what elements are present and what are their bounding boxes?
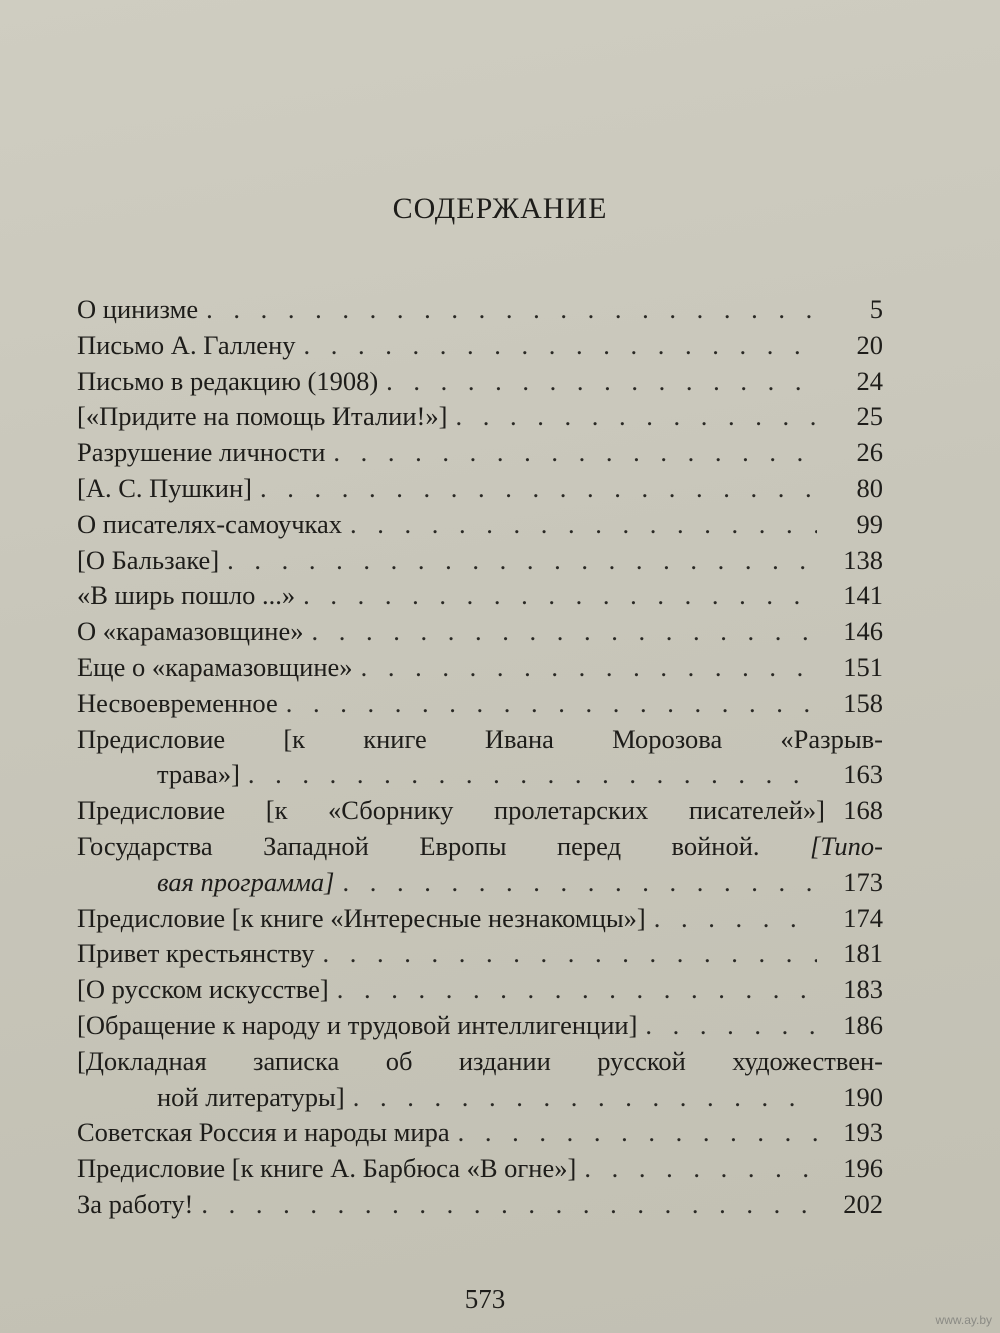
entry-page: 146 [843,616,883,647]
leader-dots [201,1187,817,1223]
entry-page: 24 [856,365,883,396]
entry-page: 168 [843,795,883,826]
entry-page: 99 [856,508,883,539]
entry-title: Советская Россия и народы мира [77,1117,450,1148]
entry-title: Разрушение личности [77,437,326,468]
toc-entry [77,972,883,1008]
entry-title-line1: Предисловие [к книге Ивана Морозова «Разрыв- [77,723,883,754]
leader-dots [654,901,817,937]
entry-page: 186 [843,1009,883,1040]
leader-dots [386,364,817,400]
entry-page: 158 [843,687,883,718]
toc-entry [77,614,883,650]
entry-page: 183 [843,974,883,1005]
entry-title: Еще о «карамазовщине» [77,651,353,682]
entry-page: 174 [843,902,883,933]
toc-entry [77,793,883,829]
entry-title-italic: [Типо- [810,830,883,861]
leader-dots [353,1080,817,1116]
entry-page: 196 [843,1153,883,1184]
leader-dots [322,936,817,972]
entry-title: Письмо А. Галлену [77,329,296,360]
entry-title: [Обращение к народу и трудовой интеллигенции] [77,1009,638,1040]
leader-dots [455,399,817,435]
leader-dots [337,972,817,1008]
toc-entry [77,543,883,579]
toc-entry [77,1008,883,1044]
toc-entry [77,722,883,794]
toc-entry [77,435,883,471]
entry-title: О писателях-самоучках [77,508,343,539]
entry-title: Письмо в редакцию (1908) [77,365,379,396]
entry-title-line2: ной литературы] [157,1081,345,1112]
entry-page: 25 [856,401,883,432]
toc-entry [77,471,883,507]
toc-entry [77,1187,883,1223]
entry-title-main: Государства Западной Европы перед войной. [77,830,760,861]
entry-title-line1 [77,829,883,865]
entry-page: 190 [843,1081,883,1112]
toc-entry [77,507,883,543]
entry-page: 138 [843,544,883,575]
entry-page: 26 [856,437,883,468]
entry-title: Предисловие [к книге А. Барбюса «В огне»] [77,1153,577,1184]
entry-title: [А. С. Пушкин] [77,472,252,503]
toc-entry [77,650,883,686]
entry-title: О цинизме [77,294,199,324]
entry-title-line2: вая программа] [157,866,335,897]
entry-page: 181 [843,938,883,969]
entry-title: [«Придите на помощь Италии!»] [77,401,448,432]
entry-title-line2: трава»] [157,759,240,790]
leader-dots [206,292,817,328]
entry-title: Предисловие [к «Сборнику пролетарских писателей»] [77,795,825,826]
leader-dots [303,578,817,614]
leader-dots [260,471,817,507]
leader-dots [304,328,818,364]
leader-dots [584,1151,817,1187]
leader-dots [645,1008,817,1044]
entry-page: 202 [843,1188,883,1219]
leader-dots [458,1115,817,1151]
entry-title: Несвоевременное [77,687,278,718]
page-number: 573 [464,1284,506,1314]
entry-title: Привет крестьянству [77,938,315,969]
entry-title: За работу! [77,1188,194,1219]
entry-page: 193 [843,1117,883,1148]
table-of-contents [77,292,883,1223]
toc-entry [77,578,883,614]
contents-heading: СОДЕРЖАНИЕ [392,192,608,225]
leader-dots [311,614,817,650]
entry-title: Предисловие [к книге «Интересные незнакомцы»] [77,902,646,933]
toc-entry [77,399,883,435]
leader-dots [227,543,817,579]
toc-entry [77,364,883,400]
entry-page: 173 [843,866,883,897]
watermark: www.ay.by [935,1313,992,1327]
entry-title: [О русском искусстве] [77,974,329,1005]
toc-entry [77,1151,883,1187]
entry-page: 141 [843,580,883,611]
toc-entry [77,686,883,722]
entry-page: 5 [869,294,883,324]
toc-entry [77,1115,883,1151]
leader-dots [248,757,817,793]
leader-dots [286,686,817,722]
entry-page: 163 [843,759,883,790]
leader-dots [350,507,817,543]
toc-entry [77,829,883,901]
toc-entry [77,901,883,937]
entry-title: «В ширь пошло ...» [77,580,296,611]
entry-page: 20 [856,329,883,360]
leader-dots [343,865,818,901]
toc-entry [77,328,883,364]
leader-dots [333,435,817,471]
toc-entry [77,292,883,328]
entry-title-line1: [Докладная записка об издании русской художествен- [77,1045,883,1076]
entry-page: 151 [843,651,883,682]
toc-entry [77,1044,883,1116]
entry-page: 80 [856,472,883,503]
toc-entry [77,936,883,972]
entry-title: [О Бальзаке] [77,544,220,575]
leader-dots [361,650,817,686]
entry-title: О «карамазовщине» [77,616,304,647]
